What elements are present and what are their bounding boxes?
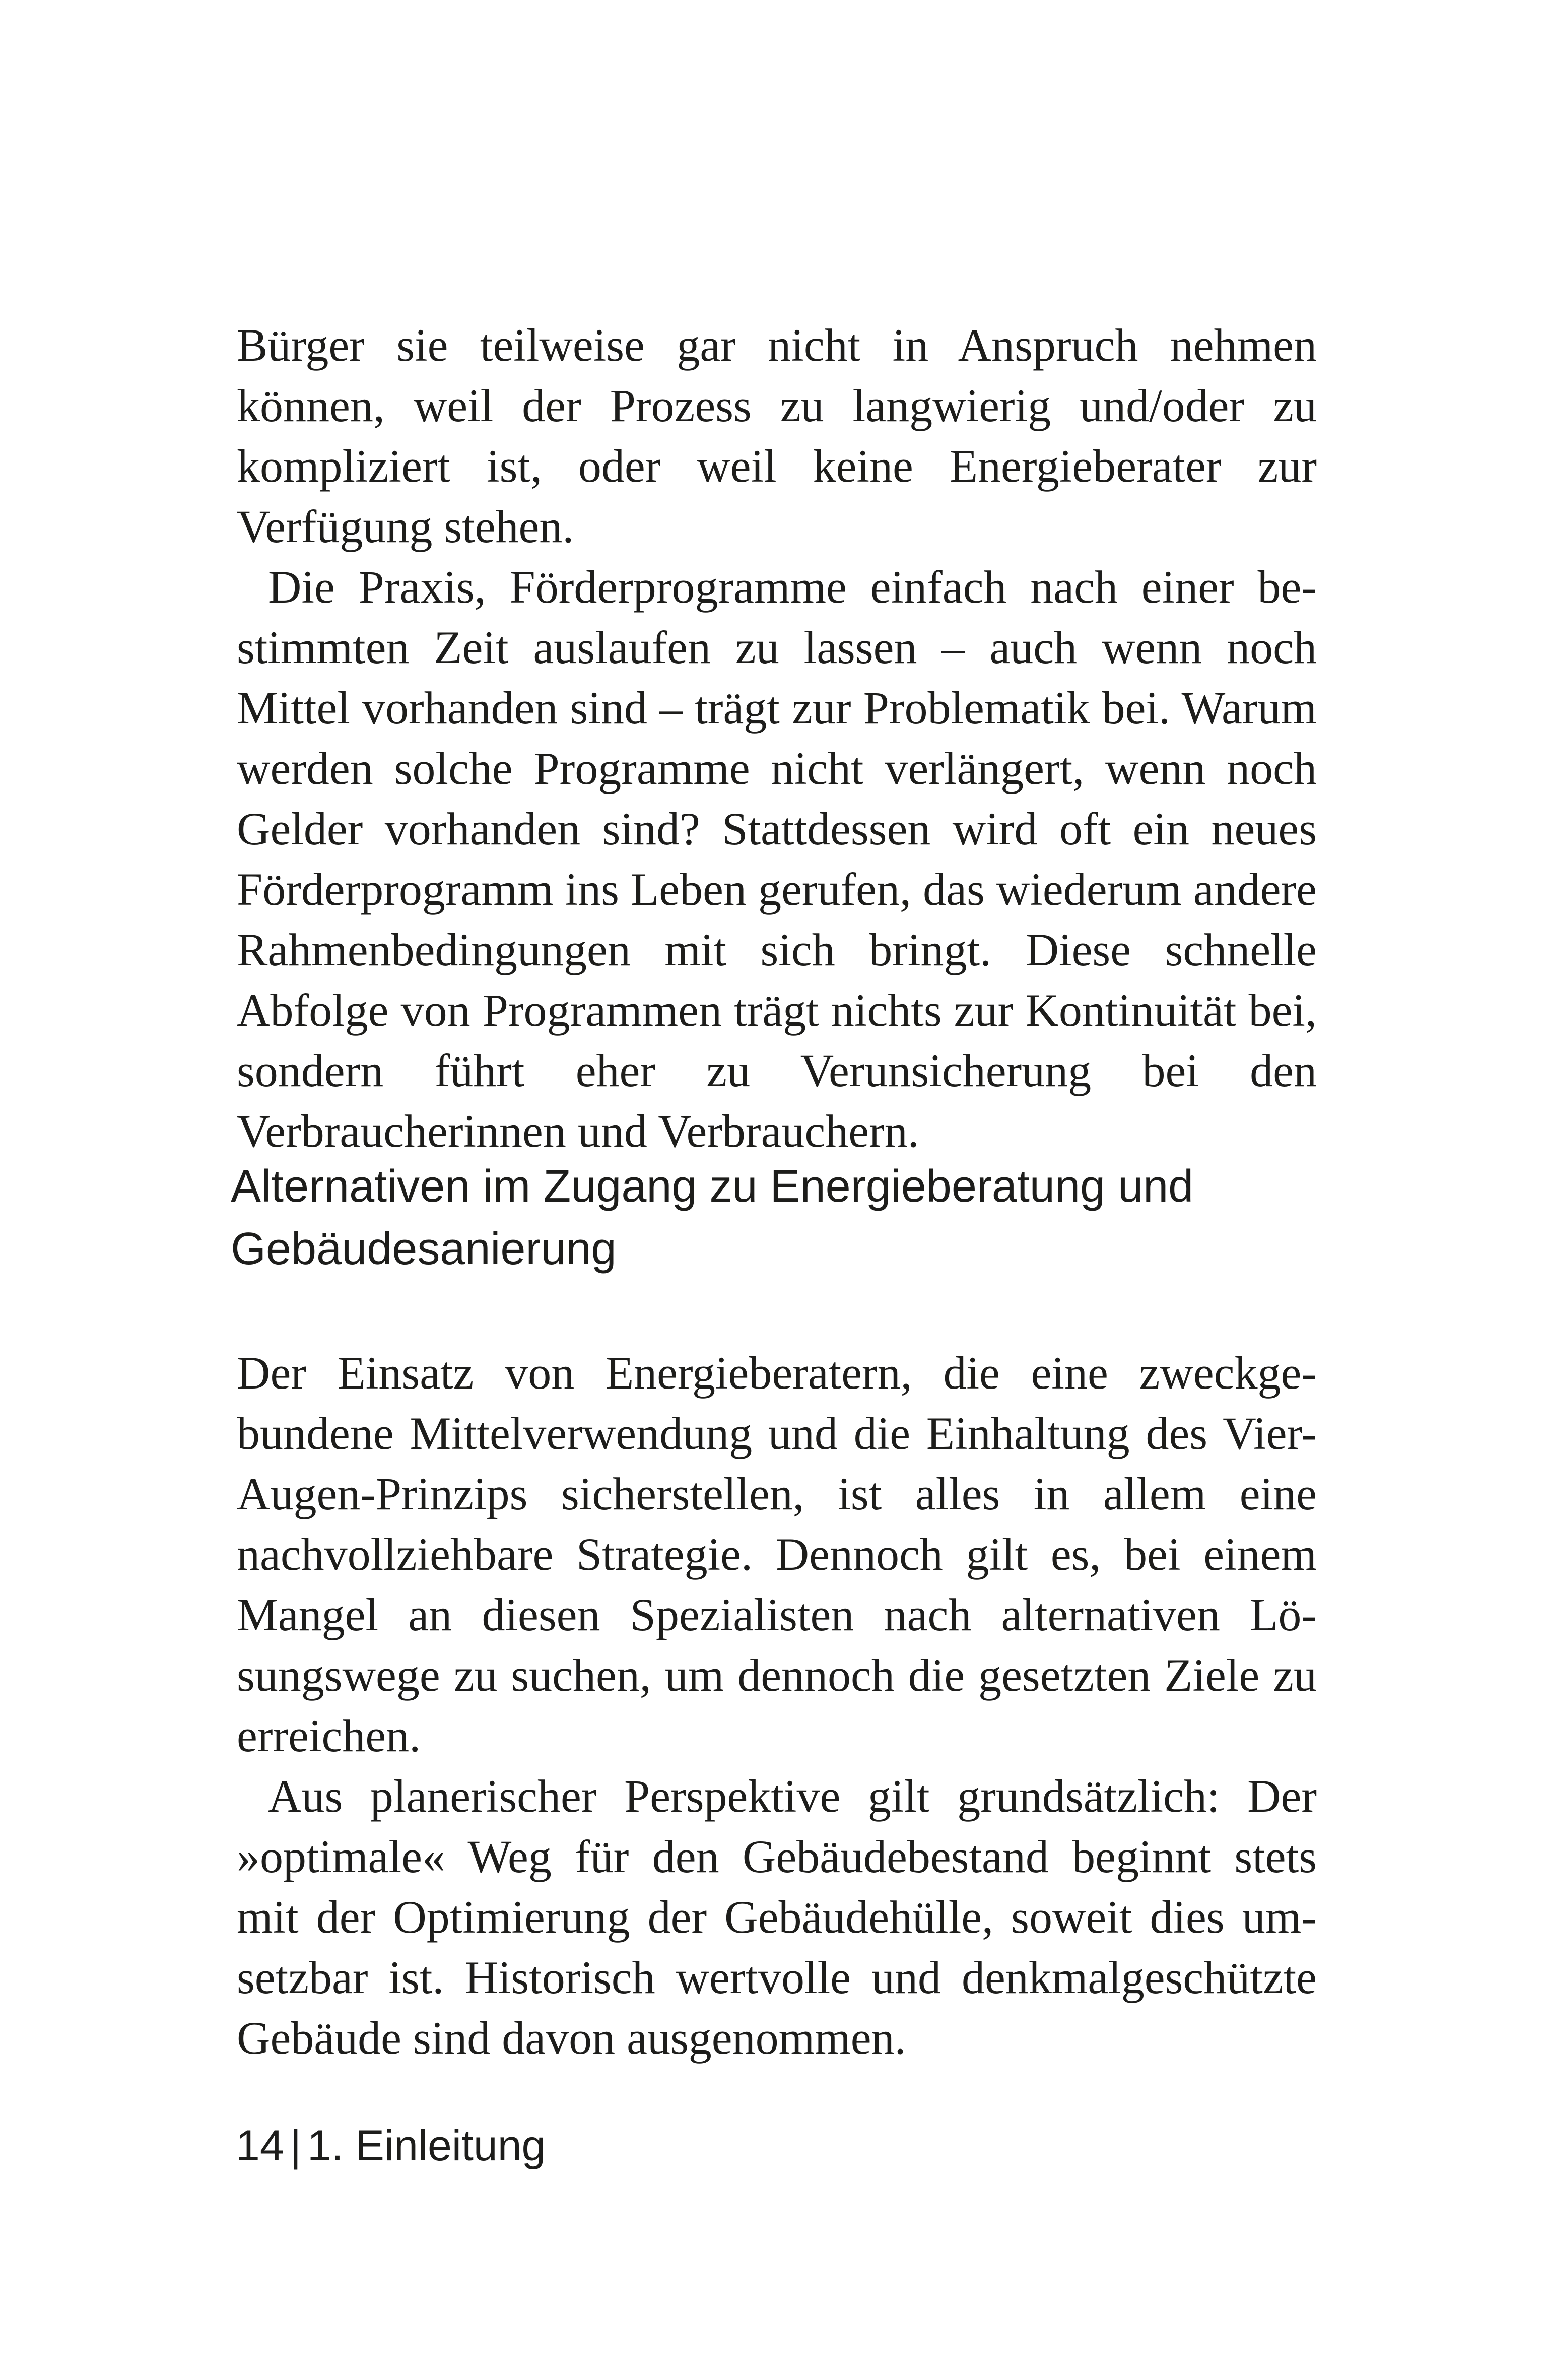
footer-separator: | <box>290 2122 302 2170</box>
body-text-section-1 <box>237 315 1317 1161</box>
paragraph: Die Praxis, Förderprogramme einfach nach einer bestimmten Zeit auslaufen zu lassen – auch wenn noch Mittel vorhanden sind – trägt zur Problematik bei. Warum werden solche Programme nicht verlängert, wenn noch Gelder vorhanden sind? Stattdessen wird oft ein neues Förderprogramm ins Leben gerufen, das wiederum andere Rahmenbedingungen mit sich bringt. Diese schnelle Abfolge von Programmen trägt nichts zur Kontinuität bei, sondern führt eher zu Verunsicherung bei den Verbraucherinnen und Verbrauchern. <box>237 561 1317 1157</box>
page-number: 14 <box>236 2122 284 2170</box>
section-heading: Alternativen im Zugang zu Energieberatung und Gebäudesanierung <box>231 1161 1194 1274</box>
body-text-section-2 <box>237 1343 1317 2068</box>
page-footer <box>236 2118 546 2173</box>
paragraph: Aus planerischer Perspektive gilt grundsätzlich: Der »optimale« Weg für den Gebäudebestand beginnt stets mit der Optimierung der Gebäudehülle, soweit dies umsetzbar ist. Historisch wertvolle und denkmalgeschützte Gebäude sind davon ausgenommen. <box>237 1770 1317 2064</box>
chapter-title: 1. Einleitung <box>307 2122 546 2170</box>
paragraph: Bürger sie teilweise gar nicht in Anspruch nehmen können, weil der Prozess zu langwierig und/oder zu kompliziert ist, oder weil keine Energieberater zur Verfügung stehen. <box>237 319 1317 552</box>
paragraph: Der Einsatz von Energieberatern, die eine zweckgebundene Mittelverwendung und die Einhaltung des Vier-Augen-Prinzips sicherstellen, ist alles in allem eine nachvollziehbare Strategie. Dennoch gilt es, bei einem Mangel an diesen Spezialisten nach alternativen Lösungswege zu suchen, um dennoch die gesetzten Ziele zu erreichen. <box>237 1347 1317 1761</box>
